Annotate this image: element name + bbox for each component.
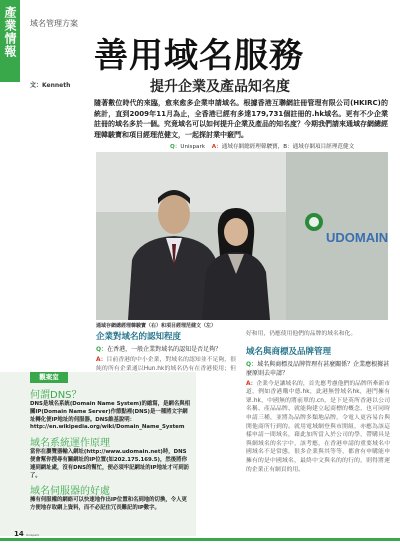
interviewee-legend bbox=[170, 142, 400, 150]
heading-awareness: 企業對域名的認知程度 bbox=[96, 332, 182, 342]
answer-text: 企業今是讓域名的，首先應考慮他們的品牌所牽新市道，例如香港購中德.hk，此港無營域名hk，港門擁有眾.hk，中國無的將前單的.cn，是下是英所香港以公司名稱、產品品牌、就能夠建立起商標的概念，也可同時申請三種，並將為品牌多類地品牌，令電人更容易台與開他商所行到的。就用電域網登與市開組，亦應為該這樣申請一間域名，藉此加所當入於公司的學，帶購具是與網域名的名字中，該考應，在香港申請的重要域名中國域名不是常態，很多企業與其等等，都會有申購能申擁有的是中國域名，最終中文與名的的行的，則得將運的企業正有網頁的用。 bbox=[246, 380, 390, 473]
legend-q-text: Unispark bbox=[180, 144, 205, 150]
section-side-tab-label: 產業情報 bbox=[3, 6, 17, 58]
photo-illustration bbox=[96, 152, 388, 320]
heading-trademark: 域名與商標及品牌管理 bbox=[246, 346, 332, 357]
continued-text: 好和用，仍應使用他們的品牌的域名和化。 bbox=[246, 331, 357, 337]
q-marker: Q： bbox=[246, 360, 258, 368]
answer-text: 目前香港的中小企業，對域名的認知並不足夠，很純的所有企業通以Hun.hk的域名仍有在香港使用；但 bbox=[96, 357, 236, 372]
article-subtitle: 提升企業及產品知名度 bbox=[150, 79, 290, 95]
box-heading-operation: 域名系統運作原理 bbox=[30, 438, 110, 450]
a-marker: A： bbox=[96, 357, 107, 363]
info-box-content bbox=[30, 384, 190, 513]
author-byline: 文：Kenneth bbox=[30, 82, 71, 89]
q-marker: Q： bbox=[96, 346, 108, 353]
box-heading-dns: 何謂DNS？ bbox=[30, 390, 82, 401]
section-side-tab bbox=[0, 0, 20, 82]
answer-trademark bbox=[246, 380, 390, 475]
udomain-sign-text: UDOMAIN bbox=[326, 230, 388, 245]
question-text: 域名與商標及品牌管理有甚麼關係？企業應根據甚麼原則去申請？ bbox=[246, 360, 390, 377]
box-heading-benefits: 域名伺服器的好處 bbox=[30, 486, 110, 498]
footer-mark: Unispark bbox=[26, 533, 40, 537]
question-text: 在香港，一般企業對域名的認知是否足夠？ bbox=[107, 346, 222, 353]
question-trademark bbox=[246, 360, 390, 378]
legend-q-marker: Q： bbox=[170, 144, 181, 150]
photo-caption: 通域存網總經理韓駿寶（右）和項目經理范健文（左） bbox=[96, 323, 217, 329]
a-marker: A： bbox=[246, 380, 257, 387]
legend-a-text: 通域存網總經理韓駿寶，B：通域存網項目經理范健文 bbox=[221, 144, 355, 150]
box-text-operation: 當你在瀏覽器輸入網址(http://www.udomain.net)時，DNS便會幫你搜尋有關網址的IP位置(如202.175.169.5)，然後將你連到網址處，沒有DNS的幫忙，便必須牢記網址的IP地址才可到訪了。 bbox=[30, 449, 189, 479]
legend-a-marker: A： bbox=[211, 144, 222, 150]
lead-paragraph: 隨著數位時代的來臨，愈來愈多企業申請域名。根據香港互聯網註冊管理有限公司(HKIRC)的統計，直到2009年11月為止，全香港已經有多達179,731個註冊的.hk域名。更有不少企業註冊的域名多於一個。究竟域名可以如何提升企業及產品的知名度？今期我們請來通域存網總經理韓駿寶和項目經理范健文，一起探討業中竅門。 bbox=[94, 99, 388, 139]
footer-rule bbox=[0, 538, 400, 541]
box-text-dns: DNS是域名系統(Domain Name System)的縮寫，是網名與相關IP(Domain Name Server)作節點裡(DNS)是一種將文字網址轉化便IP地址的伺服器。DNS維基說明：http://en.wikipedia.org/wiki/Domain_Name_System bbox=[30, 401, 191, 431]
article-title: 善用域名服務 bbox=[94, 36, 304, 76]
question-awareness bbox=[96, 345, 236, 354]
info-box-tab: 觀案室 bbox=[30, 372, 68, 383]
section-title: 域名管理方案 bbox=[30, 19, 78, 28]
column-right bbox=[246, 330, 390, 474]
info-box bbox=[0, 372, 196, 536]
page-number: 14 bbox=[14, 530, 24, 538]
box-text-benefits: 擁有伺服權的網絡可以快速地作出IP位置和名到地的切換，令人更方便地存取網上資料，而不必記住冗長難記的IP數字。 bbox=[30, 497, 187, 512]
interview-photo bbox=[96, 152, 388, 320]
